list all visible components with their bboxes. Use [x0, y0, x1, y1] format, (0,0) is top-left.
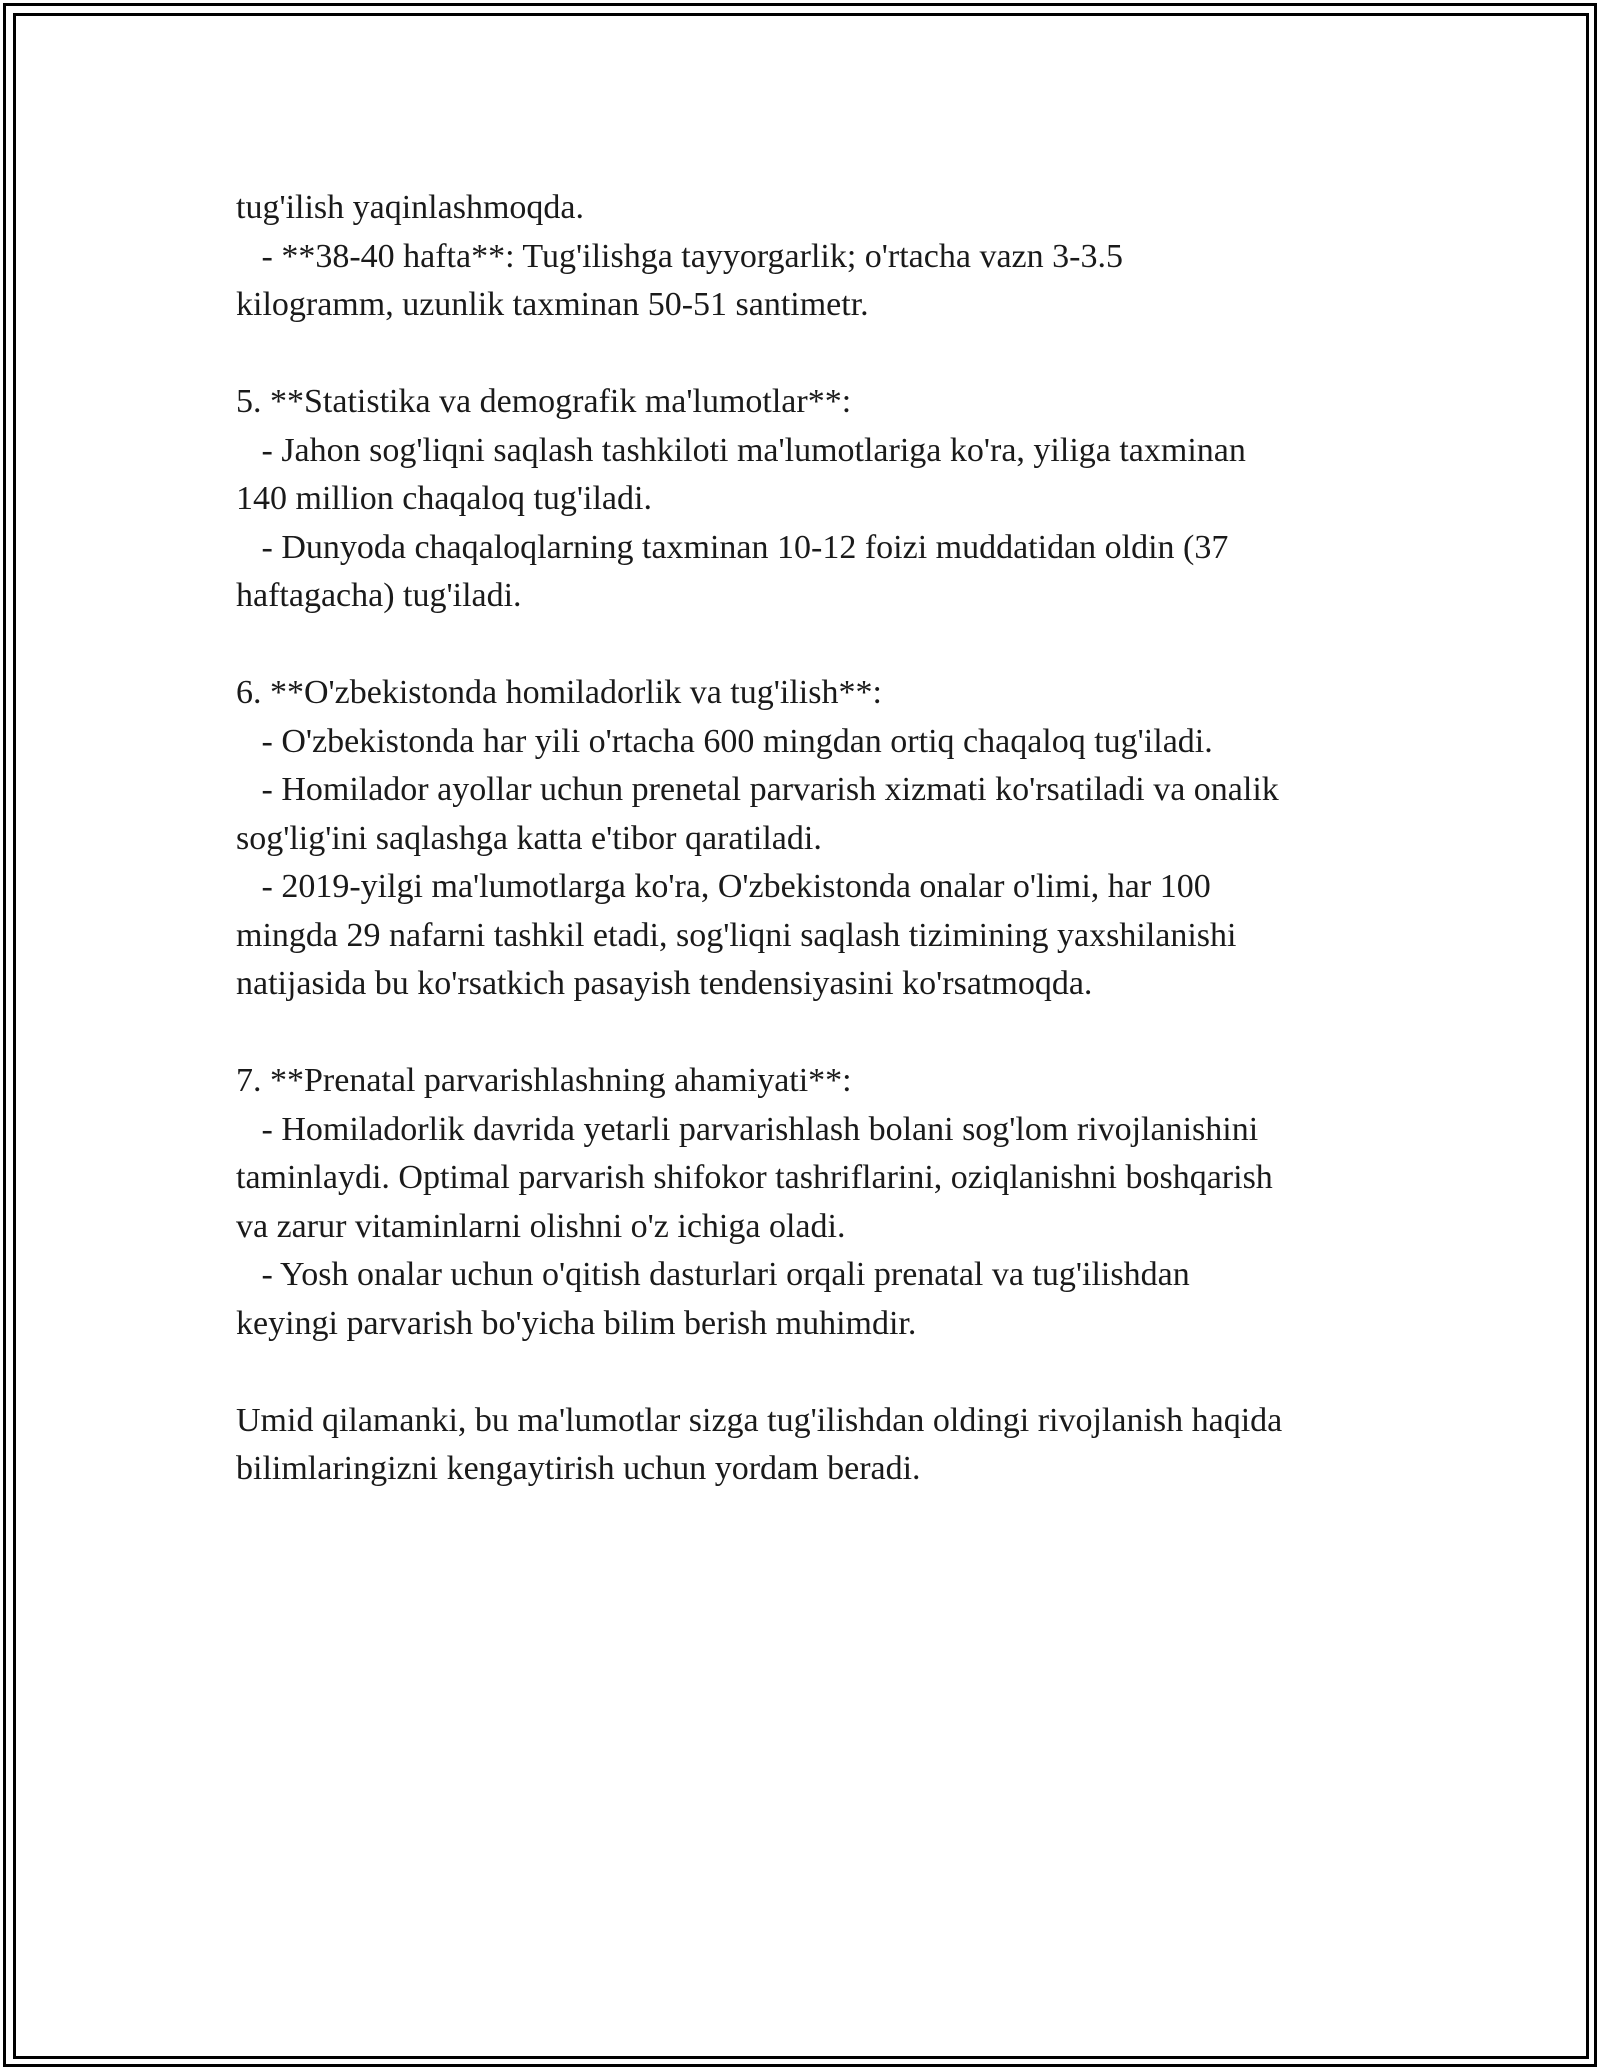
paragraph-spacer	[236, 1348, 1396, 1397]
section-statistics	[236, 378, 1396, 621]
text-line: - O'zbekistonda har yili o'rtacha 600 mingdan ortiq chaqaloq tug'iladi.	[236, 722, 1213, 760]
text-line: sog'lig'ini saqlashga katta e'tibor qaratiladi.	[236, 819, 822, 857]
paragraph-spacer	[236, 330, 1396, 379]
document-body	[236, 184, 1396, 1494]
text-line: - Dunyoda chaqaloqlarning taxminan 10-12 foizi muddatidan oldin (37	[236, 528, 1229, 566]
text-line: tug'ilish yaqinlashmoqda.	[236, 189, 584, 226]
paragraph-spacer	[236, 1009, 1396, 1058]
text-line: - Yosh onalar uchun o'qitish dasturlari orqali prenatal va tug'ilishdan	[236, 1256, 1190, 1293]
section-heading: 6. **O'zbekistonda homiladorlik va tug'ilish**:	[236, 674, 882, 711]
text-line: natijasida bu ko'rsatkich pasayish tendensiyasini ko'rsatmoqda.	[236, 965, 1093, 1002]
text-line: mingda 29 nafarni tashkil etadi, sog'liqni saqlash tizimining yaxshilanishi	[236, 916, 1237, 954]
paragraph-spacer	[236, 621, 1396, 670]
text-line: Umid qilamanki, bu ma'lumotlar sizga tug'ilishdan oldingi rivojlanish haqida	[236, 1401, 1283, 1439]
text-line: 140 million chaqaloq tug'iladi.	[236, 480, 652, 517]
text-line: - Homiladorlik davrida yetarli parvarishlash bolani sog'lom rivojlanishini	[236, 1110, 1259, 1148]
text-line: - 2019-yilgi ma'lumotlarga ko'ra, O'zbekistonda onalar o'limi, har 100	[236, 868, 1211, 905]
closing-paragraph	[236, 1397, 1396, 1494]
section-heading: 5. **Statistika va demografik ma'lumotlar**:	[236, 383, 852, 420]
text-line: - **38-40 hafta**: Tug'ilishga tayyorgarlik; o'rtacha vazn 3-3.5	[236, 237, 1123, 275]
text-line: va zarur vitaminlarni olishni o'z ichiga oladi.	[236, 1207, 846, 1245]
text-line: haftagacha) tug'iladi.	[236, 577, 522, 614]
text-line: keyingi parvarish bo'yicha bilim berish muhimdir.	[236, 1304, 917, 1342]
paragraph-block	[236, 184, 1396, 330]
text-line: taminlaydi. Optimal parvarish shifokor tashriflarini, oziqlanishni boshqarish	[236, 1159, 1273, 1196]
section-prenatal-care	[236, 1057, 1396, 1348]
text-line: bilimlaringizni kengaytirish uchun yordam beradi.	[236, 1450, 921, 1487]
text-line: kilogramm, uzunlik taxminan 50-51 santimetr.	[236, 286, 869, 323]
text-line: - Jahon sog'liqni saqlash tashkiloti ma'lumotlariga ko'ra, yiliga taxminan	[236, 431, 1246, 469]
section-heading: 7. **Prenatal parvarishlashning ahamiyati**:	[236, 1062, 852, 1099]
section-uzbekistan	[236, 669, 1396, 1009]
text-line: - Homilador ayollar uchun prenetal parvarish xizmati ko'rsatiladi va onalik	[236, 771, 1279, 808]
